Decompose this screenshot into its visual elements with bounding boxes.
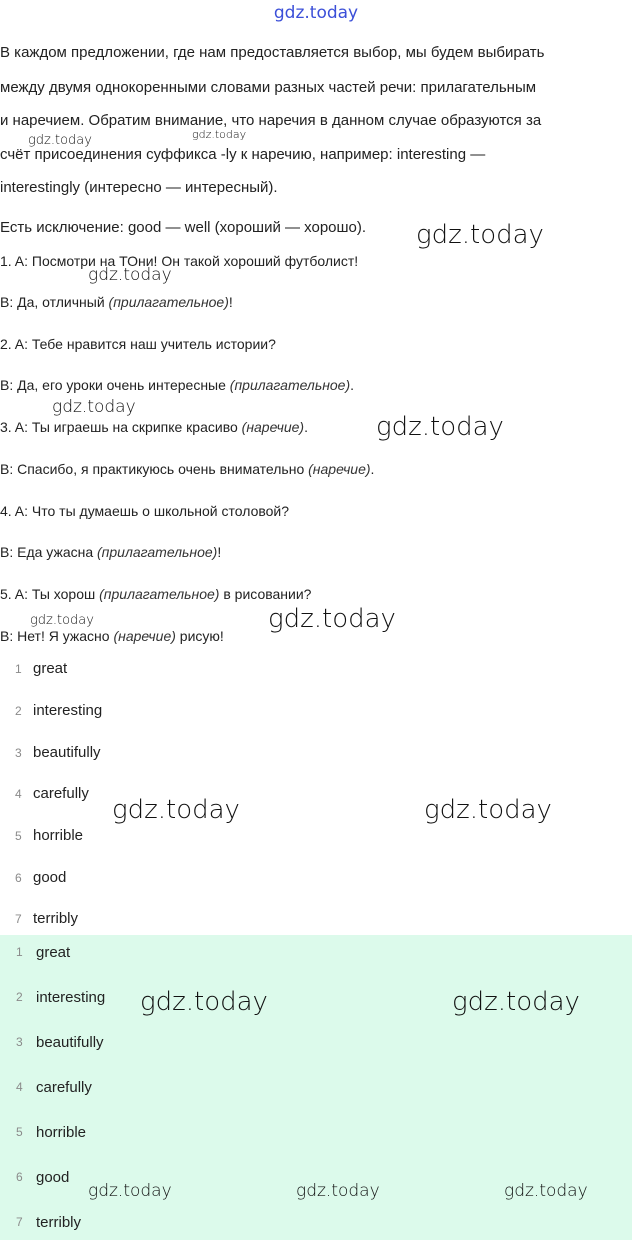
intro-line: В каждом предложении, где нам предоставляется выбор, мы будем выбирать [0,44,545,61]
watermark: gdz.today [504,1181,588,1201]
watermark: gdz.today [416,220,544,250]
answer-list: 1 great 2 interesting 3 beautifully 4 carefully 5 horrible 6 good 7 terribly [15,660,103,927]
dialogue-line: 3. A: Ты играешь на скрипке красиво (наречие). [0,419,308,435]
answer-panel-highlighted: 1 great 2 interesting 3 beautifully 4 carefully 5 horrible 6 good 7 terribly [0,935,632,1240]
watermark: gdz.today [376,412,504,442]
watermark: gdz.today [296,1181,380,1201]
intro-line: interestingly (интересно — интересный). [0,179,278,196]
watermark: gdz.today [88,1181,172,1201]
dialogue-line: B: Еда ужасна (прилагательное)! [0,544,222,560]
watermark: gdz.today [140,987,268,1017]
dialogue-line: B: Да, отличный (прилагательное)! [0,294,233,310]
dialogue-line: B: Нет! Я ужасно (наречие) рисую! [0,628,224,644]
dialogue-line: 2. A: Тебе нравится наш учитель истории? [0,336,276,352]
watermark: gdz.today [30,613,94,628]
watermark: gdz.today [88,265,172,285]
site-logo[interactable]: gdz.today [273,3,359,23]
dialogue-line: 1. A: Посмотри на ТОни! Он такой хороший футболист! [0,253,359,269]
dialogue-line: B: Спасибо, я практикуюсь очень внимательно (наречие). [0,461,375,477]
exception-note: Есть исключение: good — well (хороший — хорошо). [0,219,367,236]
dialogue-line: 4. A: Что ты думаешь о школьной столовой? [0,503,290,519]
intro-line: счёт присоединения суффикса -ly к наречию, например: interesting — [0,146,486,163]
watermark: gdz.today [52,397,136,417]
intro-line: и наречием. Обратим внимание, что наречия в данном случае образуются за [0,112,542,129]
watermark: gdz.today [452,987,580,1017]
watermark: gdz.today [192,128,247,141]
watermark: gdz.today [112,795,240,825]
intro-line: между двумя однокоренными словами разных частей речи: прилагательным [0,79,537,96]
watermark: gdz.today [424,795,552,825]
watermark: gdz.today [268,604,396,634]
watermark: gdz.today [28,133,92,148]
dialogue-line: 5. A: Ты хорош (прилагательное) в рисовании? [0,586,312,602]
dialogue-line: B: Да, его уроки очень интересные (прилагательное). [0,377,355,393]
